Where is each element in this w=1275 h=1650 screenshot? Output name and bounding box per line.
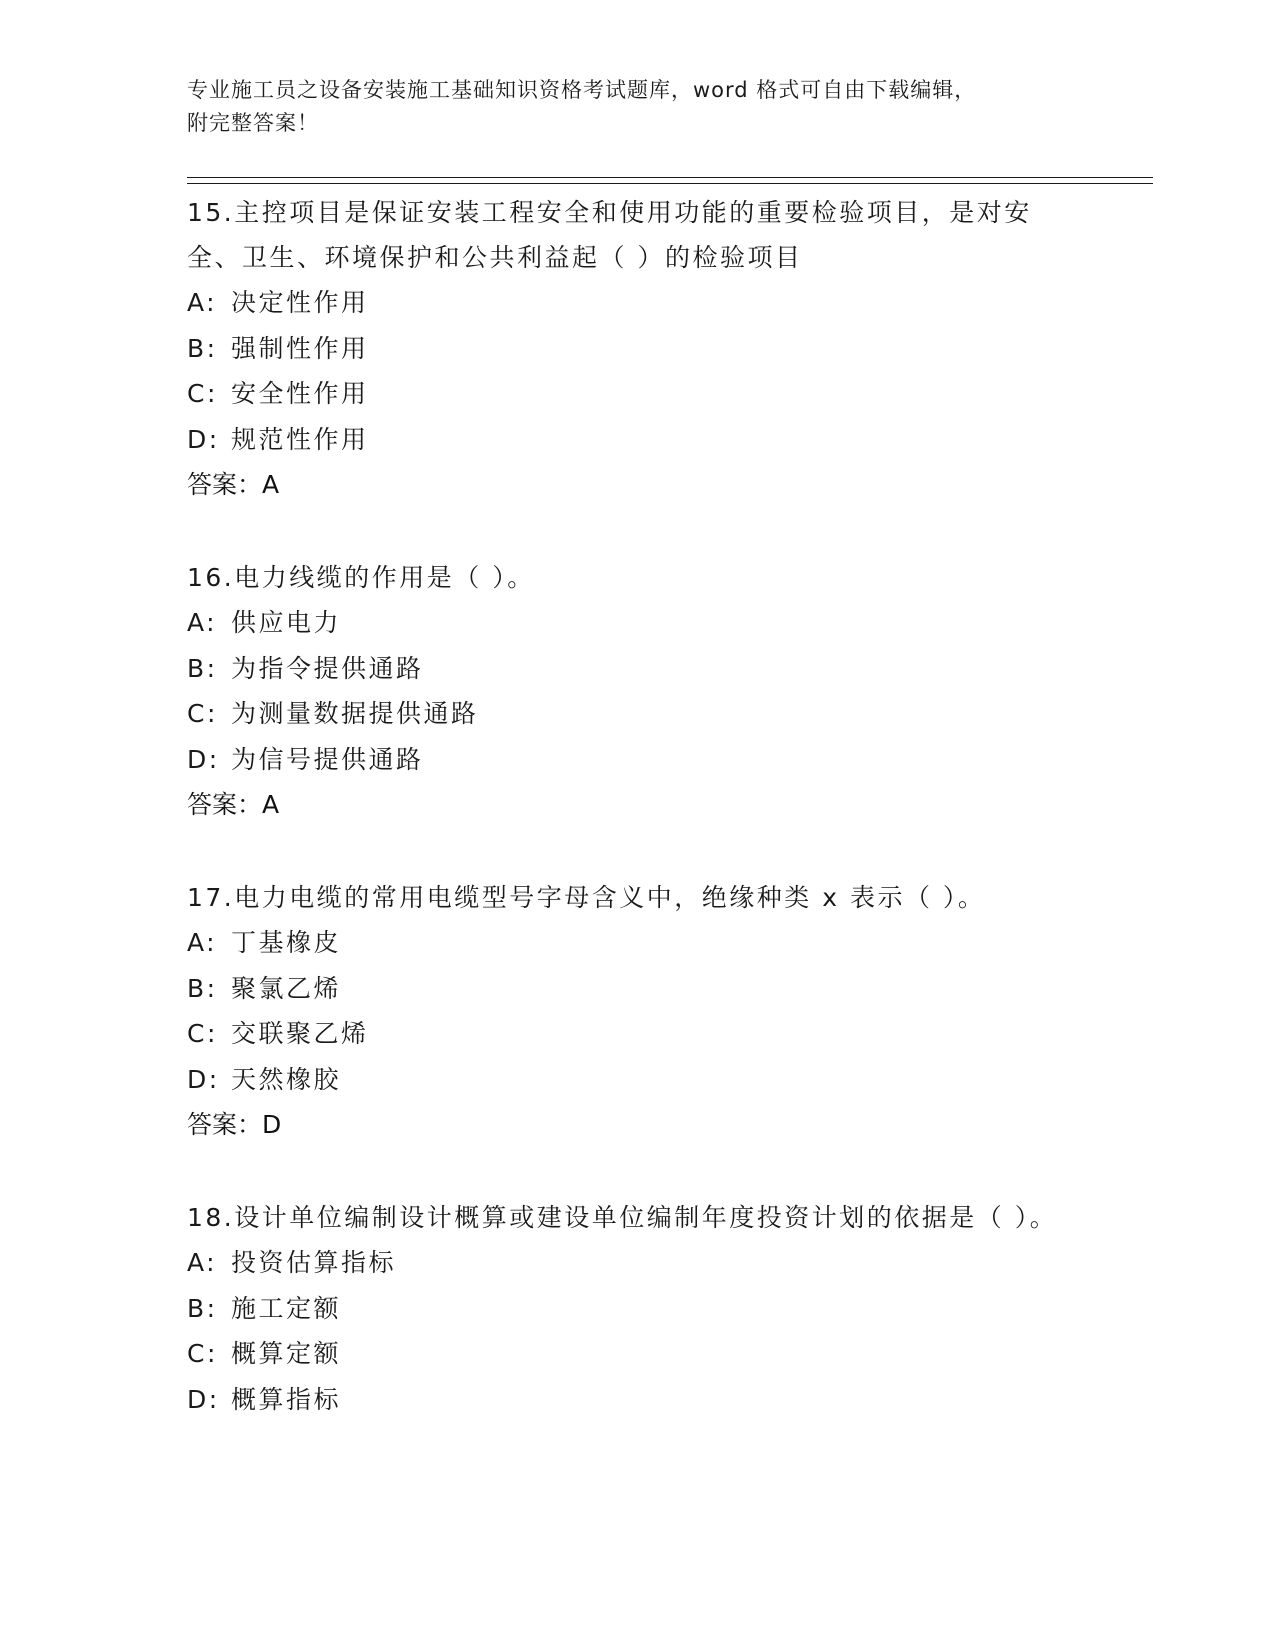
option-text: 聚氯乙烯 <box>231 973 342 1003</box>
option-key: B: <box>187 653 218 683</box>
question-list <box>187 190 1067 1422</box>
question-16 <box>187 555 1067 827</box>
option-key: B: <box>187 1293 218 1323</box>
option-key: B: <box>187 973 218 1003</box>
option-key: D: <box>187 1384 220 1414</box>
option-key: C: <box>187 699 218 728</box>
option-d <box>187 737 1067 783</box>
question-text: 17.电力电缆的常用电缆型号字母含义中，绝缘种类 x 表示（ ）。 <box>187 883 986 912</box>
option-text: 概算指标 <box>231 1384 342 1414</box>
answer-label: 答案：D <box>187 1110 282 1139</box>
option-text: 为信号提供通路 <box>231 744 424 774</box>
option-text: 强制性作用 <box>231 333 369 363</box>
option-text: 施工定额 <box>231 1293 342 1323</box>
option-c <box>187 1331 1067 1377</box>
question-text: 16.电力线缆的作用是（ ）。 <box>187 563 535 592</box>
option-key: A: <box>187 928 218 957</box>
question-spacer <box>187 507 1067 555</box>
answer-label: 答案：A <box>187 470 280 499</box>
option-a <box>187 1240 1067 1286</box>
option-text: 安全性作用 <box>231 379 369 408</box>
option-text: 丁基橡皮 <box>231 928 342 957</box>
document-header <box>187 74 1067 140</box>
option-text: 供应电力 <box>231 608 342 637</box>
option-key: C: <box>187 379 218 408</box>
option-c <box>187 371 1067 417</box>
question-text: 15.主控项目是保证安装工程安全和使用功能的重要检验项目，是对安全、卫生、环境保护和公共利益起（ ）的检验项目 <box>187 198 1032 272</box>
option-d <box>187 1057 1067 1103</box>
header-divider-bottom <box>187 183 1153 184</box>
question-spacer <box>187 1147 1067 1195</box>
option-b <box>187 646 1067 692</box>
question-15 <box>187 190 1067 507</box>
option-key: A: <box>187 1248 218 1277</box>
option-text: 投资估算指标 <box>231 1248 397 1277</box>
option-a <box>187 600 1067 646</box>
answer-label: 答案：A <box>187 790 280 819</box>
question-18 <box>187 1195 1067 1422</box>
option-key: A: <box>187 608 218 637</box>
option-text: 天然橡胶 <box>231 1064 342 1094</box>
option-text: 概算定额 <box>231 1339 342 1368</box>
option-d <box>187 1377 1067 1423</box>
option-d <box>187 417 1067 463</box>
option-text: 交联聚乙烯 <box>231 1019 369 1048</box>
option-key: C: <box>187 1019 218 1048</box>
question-text: 18.设计单位编制设计概算或建设单位编制年度投资计划的依据是（ ）。 <box>187 1203 1058 1232</box>
question-17 <box>187 875 1067 1147</box>
option-key: D: <box>187 1064 220 1094</box>
option-b <box>187 1286 1067 1332</box>
option-key: A: <box>187 288 218 317</box>
option-c <box>187 691 1067 737</box>
option-key: C: <box>187 1339 218 1368</box>
option-text: 为指令提供通路 <box>231 653 424 683</box>
option-key: B: <box>187 333 218 363</box>
option-text: 规范性作用 <box>231 424 369 454</box>
header-line-2: 附完整答案！ <box>187 111 319 135</box>
header-line-1: 专业施工员之设备安装施工基础知识资格考试题库，word 格式可自由下载编辑， <box>187 78 977 102</box>
option-text: 决定性作用 <box>231 288 369 317</box>
option-c <box>187 1011 1067 1057</box>
option-key: D: <box>187 424 220 454</box>
option-text: 为测量数据提供通路 <box>231 699 479 728</box>
option-key: D: <box>187 744 220 774</box>
header-divider-top <box>187 177 1153 178</box>
option-a <box>187 920 1067 966</box>
option-a <box>187 280 1067 326</box>
option-b <box>187 326 1067 372</box>
question-spacer <box>187 827 1067 875</box>
option-b <box>187 966 1067 1012</box>
